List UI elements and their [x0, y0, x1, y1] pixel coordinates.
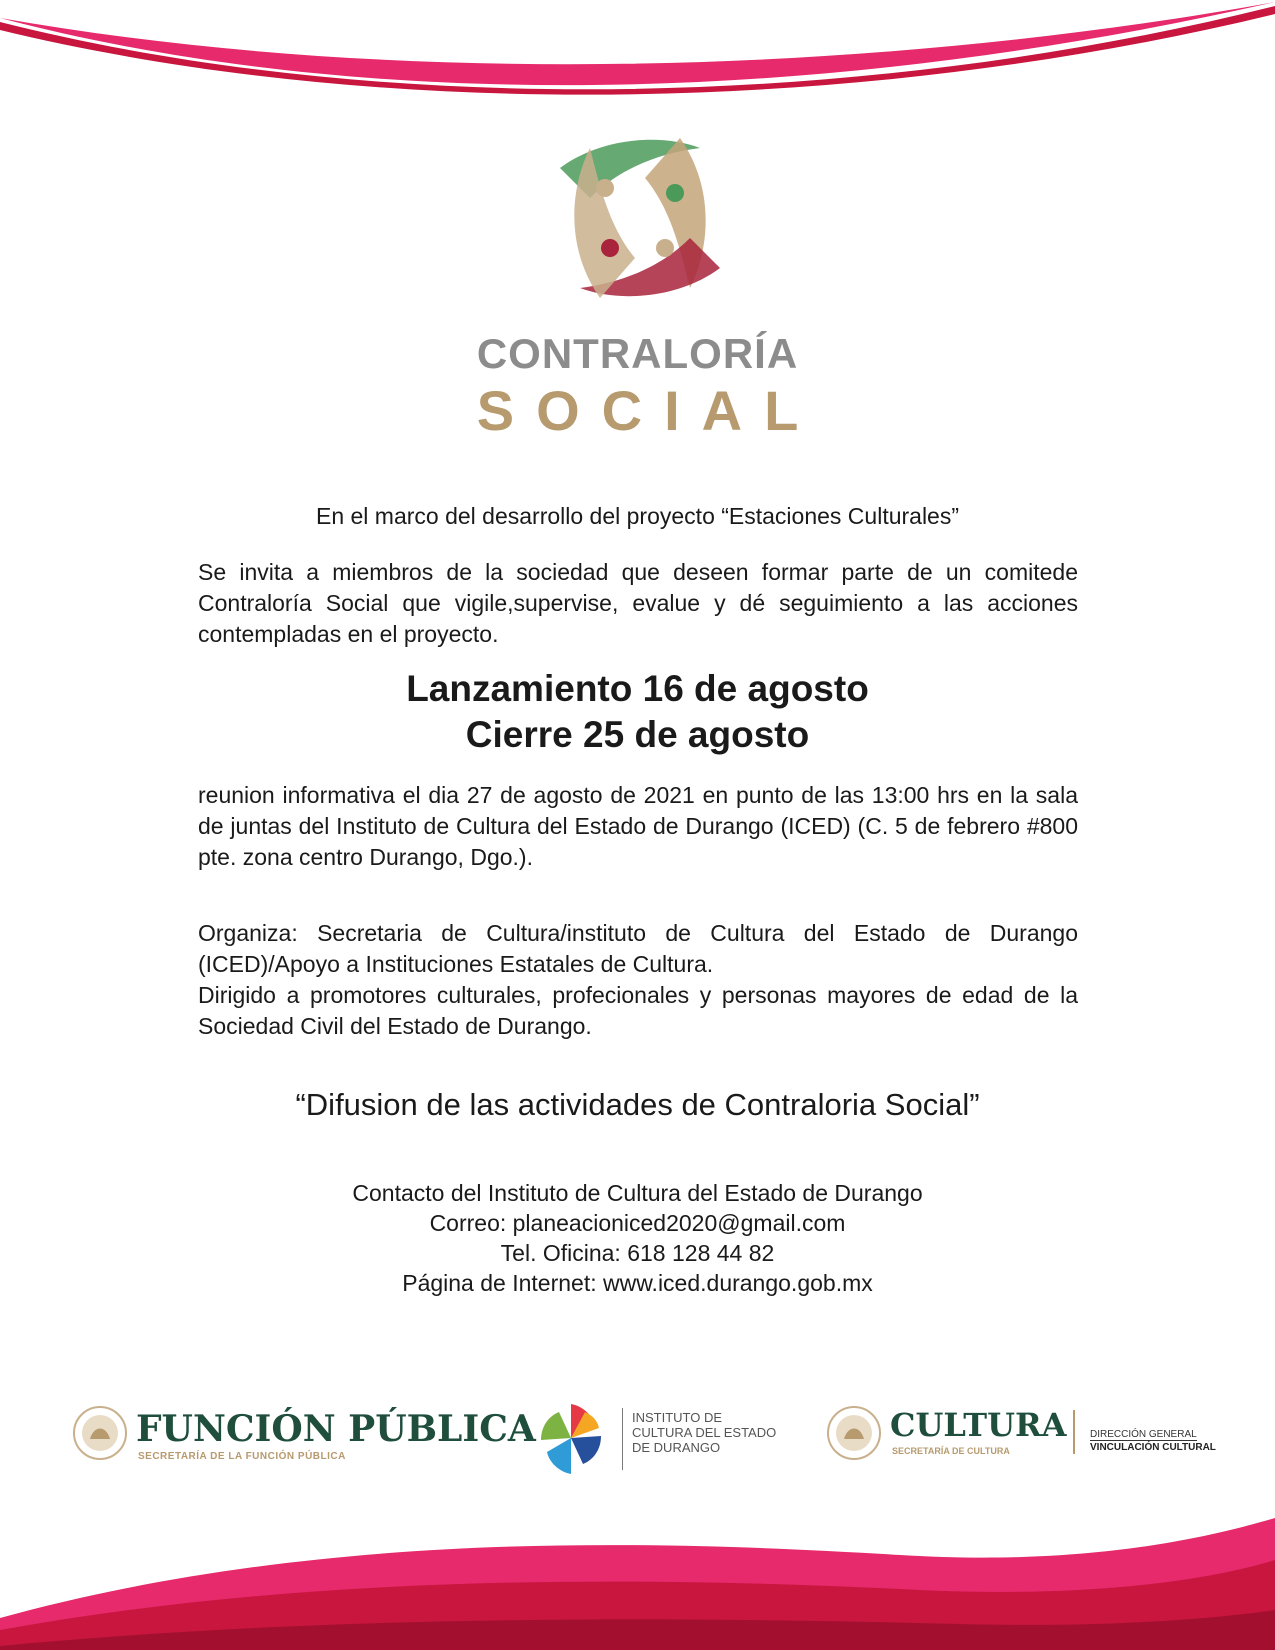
- iced-pinwheel-logo-icon: [535, 1398, 607, 1478]
- launch-date-heading: Lanzamiento 16 de agosto: [406, 668, 869, 709]
- organizer-paragraph: Organiza: Secretaria de Cultura/instituto de Cultura del Estado de Durango (ICED)/Apoyo a Instituciones Estatales de Cultura.: [198, 920, 1078, 977]
- cultura-subtitle: SECRETARÍA DE CULTURA: [892, 1446, 1010, 1456]
- intro-text: En el marco del desarrollo del proyecto “Estaciones Culturales”: [315, 503, 960, 529]
- funcion-publica-subtitle: SECRETARÍA DE LA FUNCIÓN PÚBLICA: [138, 1451, 346, 1462]
- audience-paragraph: Dirigido a promotores culturales, profecionales y personas mayores de edad de la Sociedad Civil del Estado de Durango.: [198, 982, 1078, 1039]
- contraloria-social-logo-icon: [540, 128, 740, 308]
- dissemination-quote: “Difusion de las actividades de Contraloria Social”: [295, 1087, 980, 1122]
- contact-email: Correo: planeacioniced2020@gmail.com: [429, 1210, 846, 1236]
- bottom-wave-decoration: [0, 1500, 1275, 1650]
- direccion-general-text: DIRECCIÓN GENERAL: [1090, 1429, 1197, 1440]
- brand-title-social: SOCIAL: [476, 379, 821, 442]
- cultura-divider: [1073, 1410, 1075, 1454]
- meeting-paragraph: reunion informativa el dia 27 de agosto de 2021 en punto de las 13:00 hrs en la sala de juntas del Instituto de Cultura del Estado de Durango (ICED) (C. 5 de febrero #800 pte. zona centro Durango, Dgo.).: [198, 782, 1078, 870]
- contact-website: Página de Internet: www.iced.durango.gob.mx: [402, 1270, 873, 1296]
- cultura-logo-text: CULTURA: [890, 1406, 1067, 1444]
- invitation-paragraph: Se invita a miembros de la sociedad que deseen formar parte de un comitede Contraloría Social que vigile,supervise, evalue y dé seguimiento a las acciones contempladas en el proyecto.: [198, 559, 1078, 647]
- top-wave-decoration: [0, 0, 1275, 120]
- iced-line-3: DE DURANGO: [632, 1440, 721, 1455]
- iced-line-1: INSTITUTO DE: [632, 1410, 723, 1425]
- closing-date-heading: Cierre 25 de agosto: [465, 714, 810, 755]
- funcion-publica-logo-text: FUNCIÓN PÚBLICA: [136, 1408, 536, 1450]
- mexico-coat-of-arms-icon: [826, 1405, 882, 1461]
- iced-line-2: CULTURA DEL ESTADO: [632, 1425, 777, 1440]
- contact-title: Contacto del Instituto de Cultura del Estado de Durango: [352, 1180, 923, 1206]
- iced-logo-text: [632, 1410, 776, 1455]
- mexico-coat-of-arms-icon: [72, 1405, 128, 1461]
- iced-divider: [622, 1408, 623, 1470]
- contact-phone: Tel. Oficina: 618 128 44 82: [500, 1240, 775, 1266]
- brand-title-contraloria: CONTRALORÍA: [476, 330, 799, 377]
- vinculacion-cultural-text: VINCULACIÓN CULTURAL: [1090, 1442, 1216, 1453]
